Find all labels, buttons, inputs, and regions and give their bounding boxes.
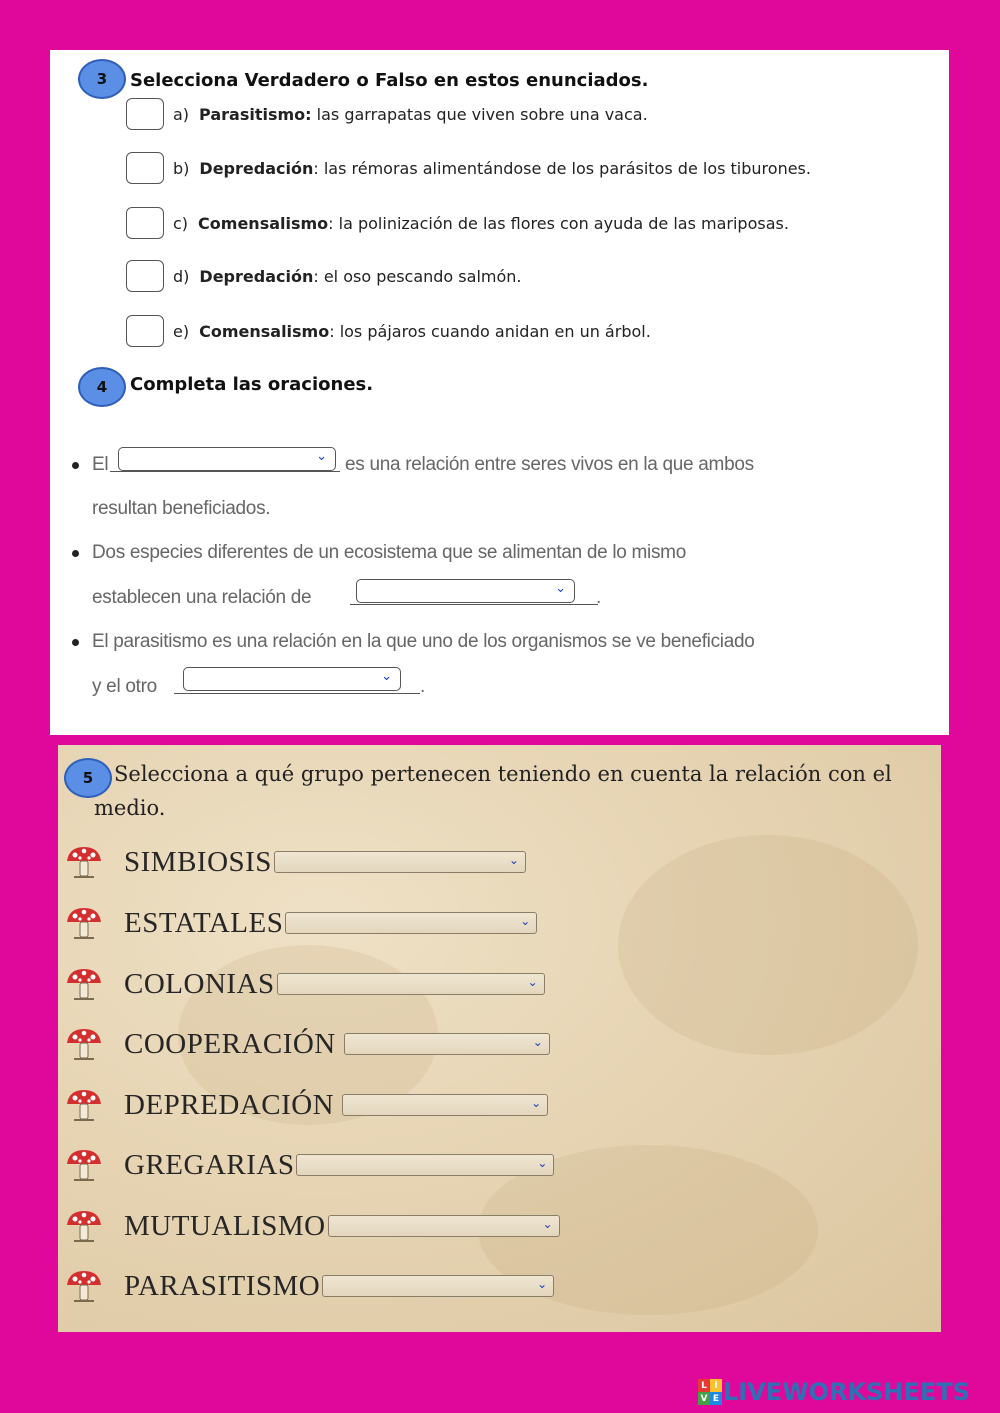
group-row-parasitismo: [64, 1266, 554, 1306]
question-number-badge-3: 3: [78, 59, 126, 99]
sentence-1-end: resultan beneficiados.: [92, 498, 271, 519]
logo-letter: I: [710, 1379, 722, 1392]
bullet: [72, 550, 79, 557]
liveworksheets-branding: [698, 1378, 970, 1406]
group-dropdown-mutualismo[interactable]: [328, 1215, 560, 1237]
group-dropdown-colonias[interactable]: [277, 973, 545, 995]
true-false-answer-box-c[interactable]: [126, 207, 164, 239]
sentence-3-start: El parasitismo es una relación en la que uno de los organismos se ve beneficiado: [92, 631, 755, 652]
true-false-item-e: [126, 315, 651, 347]
group-row-simbiosis: [64, 842, 526, 882]
paper-texture: [618, 835, 918, 1055]
question-5-title: Selecciona a qué grupo pertenecen teniendo en cuenta la relación con el medio.: [94, 762, 892, 820]
true-false-item-d: [126, 260, 522, 292]
chevron-down-icon: ⌄: [555, 581, 566, 596]
logo-letter: V: [698, 1392, 710, 1405]
answer-underline: [110, 471, 340, 472]
sentence-3-period: .: [420, 676, 425, 697]
group-label: GREGARIAS: [124, 1148, 295, 1181]
chevron-down-icon: ⌄: [381, 669, 392, 684]
item-statement: e) Comensalismo: los pájaros cuando anidan en un árbol.: [173, 321, 651, 341]
bullet: [72, 462, 79, 469]
group-dropdown-estatales[interactable]: [285, 912, 537, 934]
chevron-down-icon: ⌄: [508, 853, 519, 867]
answer-underline: [174, 693, 420, 694]
group-dropdown-parasitismo[interactable]: [322, 1275, 554, 1297]
sentence-2-middle: establecen una relación de: [92, 587, 312, 608]
item-statement: a) Parasitismo: las garrapatas que viven sobre una vaca.: [173, 104, 648, 124]
mushroom-icon: [64, 966, 104, 1002]
group-label: MUTUALISMO: [124, 1209, 326, 1242]
worksheet-panel-bottom: [58, 745, 941, 1332]
item-statement: d) Depredación: el oso pescando salmón.: [173, 266, 522, 286]
chevron-down-icon: ⌄: [542, 1217, 553, 1231]
chevron-down-icon: ⌄: [537, 1156, 548, 1170]
true-false-item-a: [126, 98, 648, 130]
group-label: SIMBIOSIS: [124, 845, 272, 878]
chevron-down-icon: ⌄: [316, 449, 327, 464]
item-statement: b) Depredación: las rémoras alimentándose de los parásitos de los tiburones.: [173, 158, 811, 178]
group-dropdown-cooperacion[interactable]: [344, 1033, 550, 1055]
true-false-answer-box-e[interactable]: [126, 315, 164, 347]
true-false-item-b: [126, 152, 811, 184]
chevron-down-icon: ⌄: [520, 914, 531, 928]
question-3-title: Selecciona Verdadero o Falso en estos enunciados.: [130, 70, 649, 91]
brand-name: LIVEWORKSHEETS: [723, 1378, 970, 1406]
group-dropdown-depredacion[interactable]: [342, 1094, 548, 1116]
chevron-down-icon: ⌄: [527, 975, 538, 989]
item-statement: c) Comensalismo: la polinización de las flores con ayuda de las mariposas.: [173, 213, 789, 233]
true-false-answer-box-b[interactable]: [126, 152, 164, 184]
sentence-3-middle: y el otro: [92, 676, 157, 697]
sentence-1-middle: es una relación entre seres vivos en la que ambos: [345, 454, 754, 475]
sentence-3-dropdown[interactable]: [183, 667, 401, 691]
chevron-down-icon: ⌄: [531, 1096, 542, 1110]
sentence-2-dropdown[interactable]: [356, 579, 575, 603]
mushroom-icon: [64, 1026, 104, 1062]
logo-letter: L: [698, 1379, 710, 1392]
group-row-gregarias: [64, 1145, 554, 1185]
group-label: COOPERACIÓN: [124, 1027, 336, 1060]
mushroom-icon: [64, 1268, 104, 1304]
mushroom-icon: [64, 1208, 104, 1244]
question-number-badge-4: 4: [78, 367, 126, 407]
true-false-item-c: [126, 207, 789, 239]
true-false-answer-box-d[interactable]: [126, 260, 164, 292]
group-row-mutualismo: [64, 1206, 560, 1246]
mushroom-icon: [64, 1147, 104, 1183]
group-dropdown-simbiosis[interactable]: [274, 851, 526, 873]
bullet: [72, 639, 79, 646]
group-label: DEPREDACIÓN: [124, 1088, 335, 1121]
sentence-1-start: El: [92, 454, 109, 475]
chevron-down-icon: ⌄: [537, 1277, 548, 1291]
group-dropdown-gregarias[interactable]: [296, 1154, 554, 1176]
logo-letter: E: [710, 1392, 722, 1405]
chevron-down-icon: ⌄: [532, 1035, 543, 1049]
mushroom-icon: [64, 1087, 104, 1123]
group-label: PARASITISMO: [124, 1269, 321, 1302]
mushroom-icon: [64, 844, 104, 880]
worksheet-panel-top: [50, 50, 949, 735]
sentence-2-period: .: [596, 587, 601, 608]
question-number-badge-5: 5: [64, 758, 112, 798]
mushroom-icon: [64, 905, 104, 941]
sentence-2-start: Dos especies diferentes de un ecosistema que se alimentan de lo mismo: [92, 542, 686, 563]
answer-underline: [350, 604, 598, 605]
liveworksheets-logo-icon: [698, 1379, 722, 1405]
group-row-estatales: [64, 903, 537, 943]
sentence-1-dropdown[interactable]: [118, 447, 336, 471]
group-row-colonias: [64, 964, 545, 1004]
group-label: ESTATALES: [124, 906, 284, 939]
group-row-depredacion: [64, 1085, 548, 1125]
true-false-answer-box-a[interactable]: [126, 98, 164, 130]
question-4-title: Completa las oraciones.: [130, 374, 374, 395]
group-label: COLONIAS: [124, 967, 275, 1000]
group-row-cooperacion: [64, 1024, 550, 1064]
